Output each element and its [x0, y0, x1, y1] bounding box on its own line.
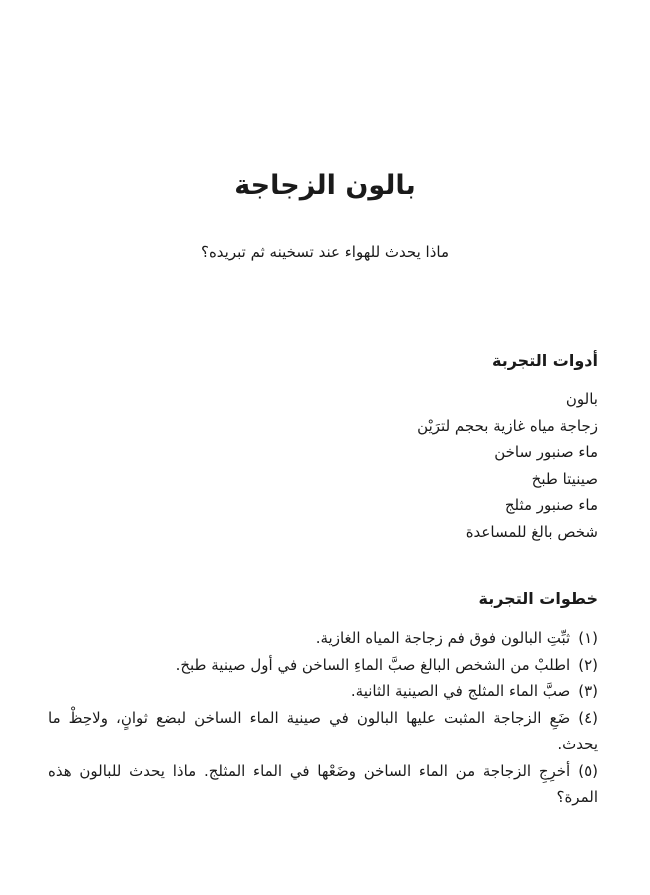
step-item	[48, 625, 598, 652]
tool-item: بالون	[565, 390, 598, 408]
step-text: ضَعِ الزجاجة المثبت عليها البالون في صينية الماء الساخن لبضع ثوانٍ، ولاحِظْ ما يحدث.	[48, 708, 598, 753]
tool-item: صينيتا طبخ	[531, 469, 598, 488]
tools-section	[48, 351, 598, 545]
step-item	[48, 705, 598, 758]
step-text: ثبِّتِ البالون فوق فم زجاجة المياه الغازية.	[315, 629, 571, 647]
step-text: صبَّ الماء المثلج في الصينية الثانية.	[350, 682, 571, 700]
tools-heading: أدوات التجربة	[492, 351, 598, 370]
step-text: أخرِجِ الزجاجة من الماء الساخن وضَعْها في الماء المثلج. ماذا يحدث للبالون هذه المرة؟	[48, 761, 598, 806]
tool-item: زجاجة مياه غازية بحجم لترَيْن	[417, 416, 598, 435]
step-item	[48, 652, 598, 679]
tool-item: ماء صنبور ساخن	[494, 443, 598, 461]
page-title: بالون الزجاجة	[234, 170, 416, 201]
steps-section	[48, 589, 598, 811]
step-number: (٤)	[578, 708, 598, 727]
page-subtitle: ماذا يحدث للهواء عند تسخينه ثم تبريده؟	[200, 243, 450, 261]
step-text: اطلبْ من الشخص البالغ صبَّ الماءِ الساخن في أول صينية طبخ.	[175, 655, 571, 674]
step-number: (٢)	[578, 655, 598, 674]
step-number: (٥)	[578, 761, 598, 780]
step-number: (٣)	[578, 682, 598, 700]
step-number: (١)	[578, 629, 598, 647]
step-item	[48, 758, 598, 811]
tool-item: ماء صنبور مثلج	[504, 496, 598, 514]
tool-item: شخص بالغ للمساعدة	[465, 522, 598, 541]
steps-heading: خطوات التجربة	[478, 589, 598, 608]
step-item	[48, 678, 598, 705]
steps-list	[48, 625, 598, 811]
tools-list	[48, 386, 598, 545]
